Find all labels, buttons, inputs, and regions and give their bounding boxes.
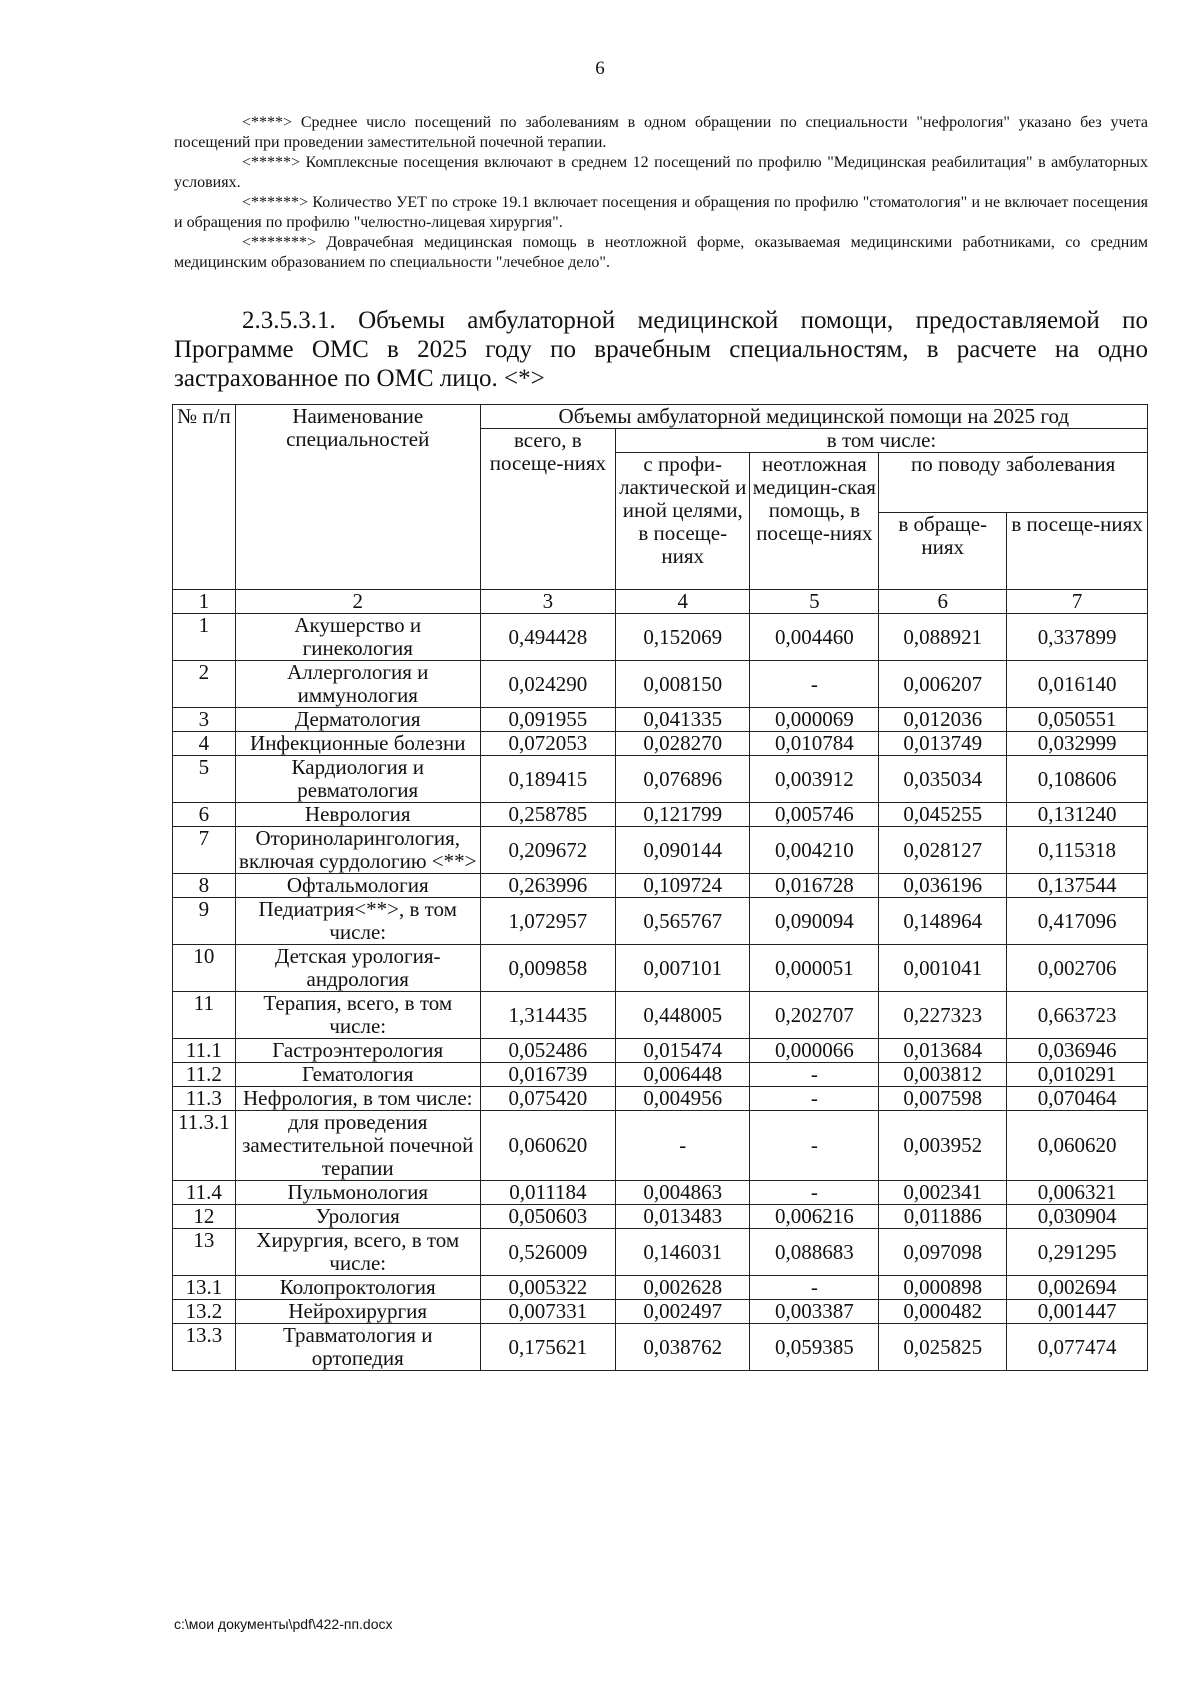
value-total: 0,526009 [480,1229,615,1276]
value-urgent: - [750,1087,879,1111]
value-visits: 0,032999 [1007,732,1148,756]
value-visits: 0,337899 [1007,614,1148,661]
table-row [173,803,1148,827]
column-number: 6 [879,590,1007,614]
value-urgent: 0,090094 [750,898,879,945]
value-appeals: 0,001041 [879,945,1007,992]
table-row [173,661,1148,708]
row-number: 13.1 [173,1276,236,1300]
value-appeals: 0,003952 [879,1111,1007,1181]
value-appeals: 0,006207 [879,661,1007,708]
table-row [173,1229,1148,1276]
value-appeals: 0,007598 [879,1087,1007,1111]
value-prof: 0,028270 [616,732,750,756]
value-appeals: 0,002341 [879,1181,1007,1205]
value-total: 0,009858 [480,945,615,992]
table-row [173,992,1148,1039]
row-number: 9 [173,898,236,945]
value-visits: 0,060620 [1007,1111,1148,1181]
value-visits: 0,016140 [1007,661,1148,708]
value-urgent: 0,005746 [750,803,879,827]
header-total: всего, в посеще-ниях [480,429,615,590]
value-prof: 0,038762 [616,1324,750,1371]
value-urgent: - [750,1111,879,1181]
specialty-name: Пульмонология [235,1181,480,1205]
row-number: 4 [173,732,236,756]
value-visits: 0,137544 [1007,874,1148,898]
row-number: 12 [173,1205,236,1229]
specialty-name: Оториноларингология, включая сурдологию <**> [235,827,480,874]
value-total: 0,209672 [480,827,615,874]
table-row [173,708,1148,732]
value-appeals: 0,036196 [879,874,1007,898]
value-total: 0,050603 [480,1205,615,1229]
value-total: 0,016739 [480,1063,615,1087]
row-number: 8 [173,874,236,898]
value-prof: 0,002628 [616,1276,750,1300]
value-total: 0,175621 [480,1324,615,1371]
table-row [173,945,1148,992]
section-heading [174,306,1148,393]
row-number: 13 [173,1229,236,1276]
value-visits: 0,036946 [1007,1039,1148,1063]
value-appeals: 0,011886 [879,1205,1007,1229]
value-appeals: 0,097098 [879,1229,1007,1276]
value-total: 0,494428 [480,614,615,661]
table-row [173,1205,1148,1229]
value-prof: 0,448005 [616,992,750,1039]
value-total: 0,091955 [480,708,615,732]
footnote: <******> Количество УЕТ по строке 19.1 включает посещения и обращения по профилю "стоматология" и не включает посещения и обращения по профилю "челюстно-лицевая хирургия". [174,194,1148,231]
row-number: 11.1 [173,1039,236,1063]
specialty-name: Травматология и ортопедия [235,1324,480,1371]
value-urgent: 0,202707 [750,992,879,1039]
specialty-name: Инфекционные болезни [235,732,480,756]
value-visits: 0,006321 [1007,1181,1148,1205]
value-visits: 0,108606 [1007,756,1148,803]
value-total: 0,072053 [480,732,615,756]
value-prof: 0,013483 [616,1205,750,1229]
header-urgent: неотложная медицин-ская помощь, в посеще-ниях [750,453,879,590]
value-total: 0,263996 [480,874,615,898]
value-visits: 0,010291 [1007,1063,1148,1087]
specialty-name: Нефрология, в том числе: [235,1087,480,1111]
value-visits: 0,663723 [1007,992,1148,1039]
value-urgent: 0,000066 [750,1039,879,1063]
value-prof: 0,002497 [616,1300,750,1324]
column-number: 3 [480,590,615,614]
row-number: 13.2 [173,1300,236,1324]
header-prof: с профи-лактической и иной целями, в посеще-ниях [616,453,750,590]
specialty-name: Неврология [235,803,480,827]
footnote: <*******> Доврачебная медицинская помощь в неотложной форме, оказываемая медицинскими работниками, со средним медицинским образованием по специальности "лечебное дело". [174,234,1148,271]
table-row [173,1324,1148,1371]
row-number: 13.3 [173,1324,236,1371]
value-urgent: 0,003912 [750,756,879,803]
value-urgent: 0,016728 [750,874,879,898]
specialty-name: Терапия, всего, в том числе: [235,992,480,1039]
header-group-title: Объемы амбулаторной медицинской помощи на 2025 год [480,405,1147,429]
value-urgent: 0,004210 [750,827,879,874]
value-prof: 0,041335 [616,708,750,732]
value-appeals: 0,003812 [879,1063,1007,1087]
table-row [173,827,1148,874]
value-visits: 0,002694 [1007,1276,1148,1300]
footer-file-path: c:\мои документы\pdf\422-пп.docx [174,1616,393,1632]
value-visits: 0,050551 [1007,708,1148,732]
specialty-name: Акушерство и гинекология [235,614,480,661]
value-visits: 0,131240 [1007,803,1148,827]
value-prof: 0,008150 [616,661,750,708]
table-row [173,614,1148,661]
value-appeals: 0,148964 [879,898,1007,945]
table-row [173,1181,1148,1205]
value-prof: 0,152069 [616,614,750,661]
value-urgent: 0,088683 [750,1229,879,1276]
value-appeals: 0,000898 [879,1276,1007,1300]
table-row [173,1300,1148,1324]
value-visits: 0,070464 [1007,1087,1148,1111]
value-total: 0,005322 [480,1276,615,1300]
value-urgent: 0,000069 [750,708,879,732]
specialty-name: Аллергология и иммунология [235,661,480,708]
value-prof: 0,076896 [616,756,750,803]
table-row [173,1276,1148,1300]
column-number-row [173,590,1148,614]
specialty-name: Колопроктология [235,1276,480,1300]
value-appeals: 0,013749 [879,732,1007,756]
specialty-name: Гематология [235,1063,480,1087]
value-prof: 0,121799 [616,803,750,827]
column-number: 4 [616,590,750,614]
header-disease-group: по поводу заболевания [879,453,1148,513]
table-row [173,874,1148,898]
row-number: 11.3 [173,1087,236,1111]
value-total: 0,258785 [480,803,615,827]
value-total: 0,075420 [480,1087,615,1111]
value-prof: 0,006448 [616,1063,750,1087]
value-total: 0,060620 [480,1111,615,1181]
value-urgent: 0,006216 [750,1205,879,1229]
value-visits: 0,077474 [1007,1324,1148,1371]
column-number: 5 [750,590,879,614]
table-row [173,1087,1148,1111]
table-row [173,756,1148,803]
table-row [173,898,1148,945]
value-appeals: 0,227323 [879,992,1007,1039]
section-heading-text: 2.3.5.3.1. Объемы амбулаторной медицинской помощи, предоставляемой по Программе ОМС в 2025 году по врачебным специальностям, в расчете на одно застрахованное по ОМС лицо. <*> [174,307,1148,392]
value-urgent: 0,000051 [750,945,879,992]
row-number: 7 [173,827,236,874]
row-number: 11 [173,992,236,1039]
value-prof: 0,007101 [616,945,750,992]
specialty-name: Детская урология-андрология [235,945,480,992]
value-prof: 0,146031 [616,1229,750,1276]
table-row [173,732,1148,756]
value-total: 0,052486 [480,1039,615,1063]
value-total: 1,314435 [480,992,615,1039]
specialty-name: Нейрохирургия [235,1300,480,1324]
value-visits: 0,030904 [1007,1205,1148,1229]
value-visits: 0,002706 [1007,945,1148,992]
value-appeals: 0,012036 [879,708,1007,732]
row-number: 6 [173,803,236,827]
value-urgent: - [750,1063,879,1087]
row-number: 10 [173,945,236,992]
value-total: 0,024290 [480,661,615,708]
value-urgent: - [750,1181,879,1205]
value-prof: 0,004863 [616,1181,750,1205]
specialty-name: Педиатрия<**>, в том числе: [235,898,480,945]
footnotes [174,113,1148,273]
header-num: № п/п [173,405,236,590]
value-appeals: 0,088921 [879,614,1007,661]
row-number: 5 [173,756,236,803]
value-appeals: 0,035034 [879,756,1007,803]
value-total: 0,189415 [480,756,615,803]
header-name: Наименование специальностей [235,405,480,590]
value-visits: 0,417096 [1007,898,1148,945]
value-prof: 0,565767 [616,898,750,945]
value-visits: 0,291295 [1007,1229,1148,1276]
row-number: 3 [173,708,236,732]
table-row [173,1039,1148,1063]
header-including: в том числе: [616,429,1148,453]
specialty-name: для проведения заместительной почечной терапии [235,1111,480,1181]
volumes-table [172,404,1148,1371]
column-number: 1 [173,590,236,614]
table-row [173,1063,1148,1087]
value-appeals: 0,025825 [879,1324,1007,1371]
value-prof: 0,109724 [616,874,750,898]
value-prof: 0,004956 [616,1087,750,1111]
value-total: 0,007331 [480,1300,615,1324]
value-appeals: 0,028127 [879,827,1007,874]
column-number: 7 [1007,590,1148,614]
value-visits: 0,001447 [1007,1300,1148,1324]
specialty-name: Гастроэнтерология [235,1039,480,1063]
value-urgent: 0,004460 [750,614,879,661]
value-urgent: 0,003387 [750,1300,879,1324]
specialty-name: Урология [235,1205,480,1229]
value-total: 0,011184 [480,1181,615,1205]
footnote: <*****> Комплексные посещения включают в среднем 12 посещений по профилю "Медицинская реабилитация" в амбулаторных условиях. [174,154,1148,191]
footnote: <****> Среднее число посещений по заболеваниям в одном обращении по специальности "нефрология" указано без учета посещений при проведении заместительной почечной терапии. [174,114,1148,151]
specialty-name: Хирургия, всего, в том числе: [235,1229,480,1276]
specialty-name: Офтальмология [235,874,480,898]
value-visits: 0,115318 [1007,827,1148,874]
row-number: 11.4 [173,1181,236,1205]
page-number: 6 [595,58,605,79]
specialty-name: Кардиология и ревматология [235,756,480,803]
row-number: 11.2 [173,1063,236,1087]
value-appeals: 0,045255 [879,803,1007,827]
value-urgent: - [750,1276,879,1300]
value-prof: 0,015474 [616,1039,750,1063]
value-appeals: 0,013684 [879,1039,1007,1063]
row-number: 1 [173,614,236,661]
table-row [173,1111,1148,1181]
value-prof: 0,090144 [616,827,750,874]
value-urgent: 0,059385 [750,1324,879,1371]
value-urgent: 0,010784 [750,732,879,756]
header-visits: в посеще-ниях [1007,513,1148,590]
value-total: 1,072957 [480,898,615,945]
row-number: 2 [173,661,236,708]
header-appeals: в обраще-ниях [879,513,1007,590]
column-number: 2 [235,590,480,614]
specialty-name: Дерматология [235,708,480,732]
value-urgent: - [750,661,879,708]
value-prof: - [616,1111,750,1181]
row-number: 11.3.1 [173,1111,236,1181]
value-appeals: 0,000482 [879,1300,1007,1324]
